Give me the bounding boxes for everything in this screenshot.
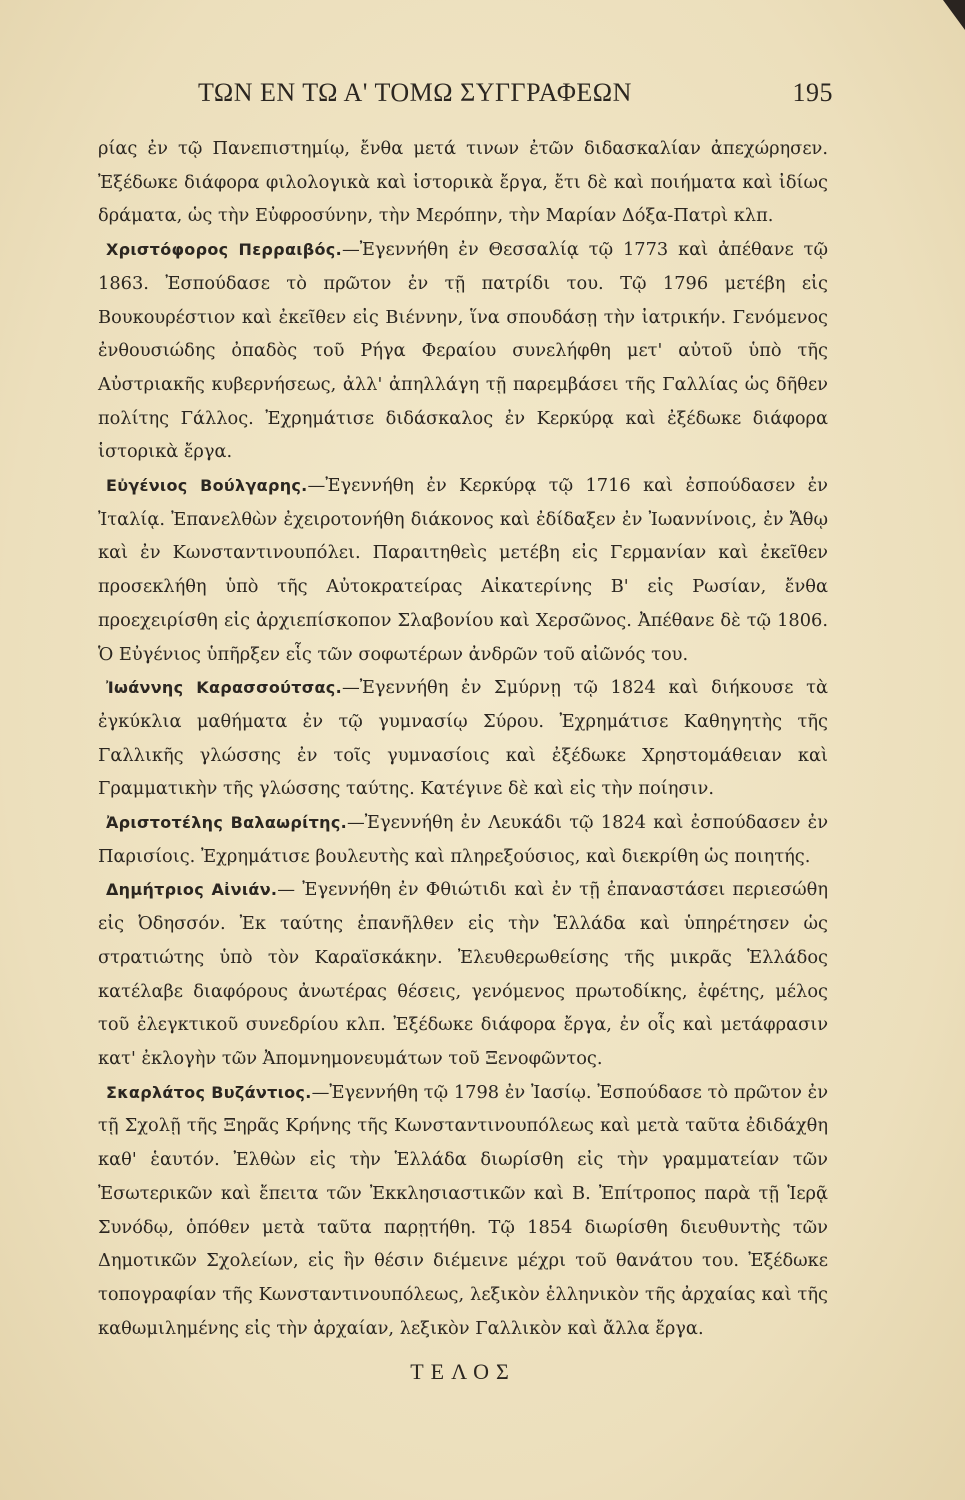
person-name: Σκαρλάτος Βυζάντιος. xyxy=(106,1082,312,1102)
person-name: Εὐγένιος Βούλγαρης. xyxy=(106,476,308,496)
biography-entry xyxy=(98,873,828,1075)
page-number: 195 xyxy=(792,78,833,107)
person-name: Ἀριστοτέλης Βαλαωρίτης. xyxy=(106,813,347,833)
paragraph-continuation xyxy=(98,132,828,233)
person-name: Χριστόφορος Περραιβός. xyxy=(106,240,342,260)
end-marker: ΤΕΛΟΣ xyxy=(410,1359,516,1385)
biography-entry xyxy=(98,671,828,806)
biography-text: —Ἐγεννήθη ἐν Κερκύρᾳ τῷ 1716 καὶ ἐσπούδασεν ἐν Ἰταλίᾳ. Ἐπανελθὼν ἐχειροτονήθη διάκονος καὶ ἐδίδαξεν ἐν Ἰωαννίνοις, ἐν Ἄθῳ καὶ ἐν Κωνσταντινουπόλει. Παραιτηθεὶς μετέβη εἰς Γερμανίαν καὶ ἐκεῖθεν προσεκλήθη ὑπὸ τῆς Αὐτοκρατείρας Αἰκατερίνης Β' εἰς Ρωσίαν, ἔνθα προεχειρίσθη εἰς ἀρχιεπίσκοπον Σλαβονίου καὶ Χερσῶνος. Ἀπέθανε δὲ τῷ 1806. Ὁ Εὐγένιος ὑπῆρξεν εἷς τῶν σοφωτέρων ἀνδρῶν τοῦ αἰῶνός του. xyxy=(98,475,828,665)
book-page xyxy=(98,78,833,1385)
biography-entry xyxy=(98,806,828,873)
biography-text: — Ἐγεννήθη ἐν Φθιώτιδι καὶ ἐν τῇ ἐπαναστάσει περιεσώθη εἰς Ὀδησσόν. Ἐκ ταύτης ἐπανῆλθεν εἰς τὴν Ἑλλάδα καὶ ὑπηρέτησεν ὡς στρατιώτης ὑπὸ τὸν Καραϊσκάκην. Ἐλευθερωθείσης τῆς μικρᾶς Ἑλλάδος κατέλαβε διαφόρους ἀνωτέρας θέσεις, γενόμενος πρωτοδίκης, ἐφέτης, μέλος τοῦ ἐλεγκτικοῦ συνεδρίου κλπ. Ἐξέδωκε διάφορα ἔργα, ἐν οἷς καὶ μετάφρασιν κατ' ἐκλογὴν τῶν Ἀπομνημονευμάτων τοῦ Ξενοφῶντος. xyxy=(98,879,828,1069)
paragraph-text: ρίας ἐν τῷ Πανεπιστημίῳ, ἔνθα μετά τινων ἐτῶν διδασκαλίαν ἀπεχώρησεν. Ἐξέδωκε διάφορα φιλολογικὰ καὶ ἱστορικὰ ἔργα, ἔτι δὲ καὶ ποιήματα καὶ ἰδίως δράματα, ὡς τὴν Εὐφροσύνην, τὴν Μερόπην, τὴν Μαρίαν Δόξα-Πατρὶ κλπ. xyxy=(98,138,828,227)
page-corner-shadow xyxy=(943,0,965,30)
biography-text: —Ἐγεννήθη τῷ 1798 ἐν Ἰασίῳ. Ἐσπούδασε τὸ πρῶτον ἐν τῇ Σχολῇ τῆς Ξηρᾶς Κρήνης τῆς Κωνσταντινουπόλεως καὶ μετὰ ταῦτα ἐδιδάχθη καθ' ἑαυτόν. Ἐλθὼν εἰς τὴν Ἑλλάδα διωρίσθη εἰς τὴν γραμματείαν τῶν Ἐσωτερικῶν καὶ ἔπειτα τῶν Ἐκκλησιαστικῶν καὶ Β. Ἐπίτροπος παρὰ τῇ Ἱερᾷ Συνόδῳ, ὁπόθεν μετὰ ταῦτα παρῃτήθη. Τῷ 1854 διωρίσθη διευθυντὴς τῶν Δημοτικῶν Σχολείων, εἰς ἣν θέσιν διέμεινε μέχρι τοῦ θανάτου του. Ἐξέδωκε τοπογραφίαν τῆς Κωνσταντινουπόλεως, λεξικὸν ἑλληνικὸν τῆς ἀρχαίας καὶ τῆς καθωμιλημένης εἰς τὴν ἀρχαίαν, λεξικὸν Γαλλικὸν καὶ ἄλλα ἔργα. xyxy=(98,1081,828,1339)
page-header xyxy=(98,78,833,130)
body-text xyxy=(98,132,828,1345)
biography-entry xyxy=(98,233,828,469)
person-name: Ἰωάννης Καρασσούτσας. xyxy=(106,678,342,698)
biography-entry xyxy=(98,469,828,671)
biography-text: —Ἐγεννήθη ἐν Λευκάδι τῷ 1824 καὶ ἐσπούδασεν ἐν Παρισίοις. Ἐχρημάτισε βουλευτὴς καὶ πληρεξούσιος, καὶ διεκρίθη ὡς ποιητής. xyxy=(98,812,829,867)
biography-text: —Ἐγεννήθη ἐν Σμύρνῃ τῷ 1824 καὶ διήκουσε τὰ ἐγκύκλια μαθήματα ἐν τῷ γυμνασίῳ Σύρου. Ἐχρημάτισε Καθηγητὴς τῆς Γαλλικῆς γλώσσης ἐν τοῖς γυμνασίοις καὶ ἐξέδωκε Χρηστομάθειαν καὶ Γραμματικὴν τῆς γλώσσης ταύτης. Κατέγινε δὲ καὶ εἰς τὴν ποίησιν. xyxy=(98,677,828,800)
running-head: ΤΩΝ ΕΝ ΤΩ Α' ΤΟΜΩ ΣΥΓΓΡΑΦΕΩΝ xyxy=(198,78,632,107)
biography-entry xyxy=(98,1076,828,1346)
person-name: Δημήτριος Αἰνιάν. xyxy=(106,880,278,900)
biography-text: —Ἐγεννήθη ἐν Θεσσαλίᾳ τῷ 1773 καὶ ἀπέθανε τῷ 1863. Ἐσπούδασε τὸ πρῶτον ἐν τῇ πατρίδι του. Τῷ 1796 μετέβη εἰς Βουκουρέστιον καὶ ἐκεῖθεν εἰς Βιέννην, ἵνα σπουδάσῃ τὴν ἰατρικήν. Γενόμενος ἐνθουσιώδης ὀπαδὸς τοῦ Ρήγα Φεραίου συνελήφθη μετ' αὐτοῦ ὑπὸ τῆς Αὐστριακῆς κυβερνήσεως, ἀλλ' ἀπηλλάγη τῇ παρεμβάσει τῆς Γαλλίας ὡς δῆθεν πολίτης Γάλλος. Ἐχρημάτισε διδάσκαλος ἐν Κερκύρᾳ καὶ ἐξέδωκε διάφορα ἱστορικὰ ἔργα. xyxy=(98,239,828,463)
